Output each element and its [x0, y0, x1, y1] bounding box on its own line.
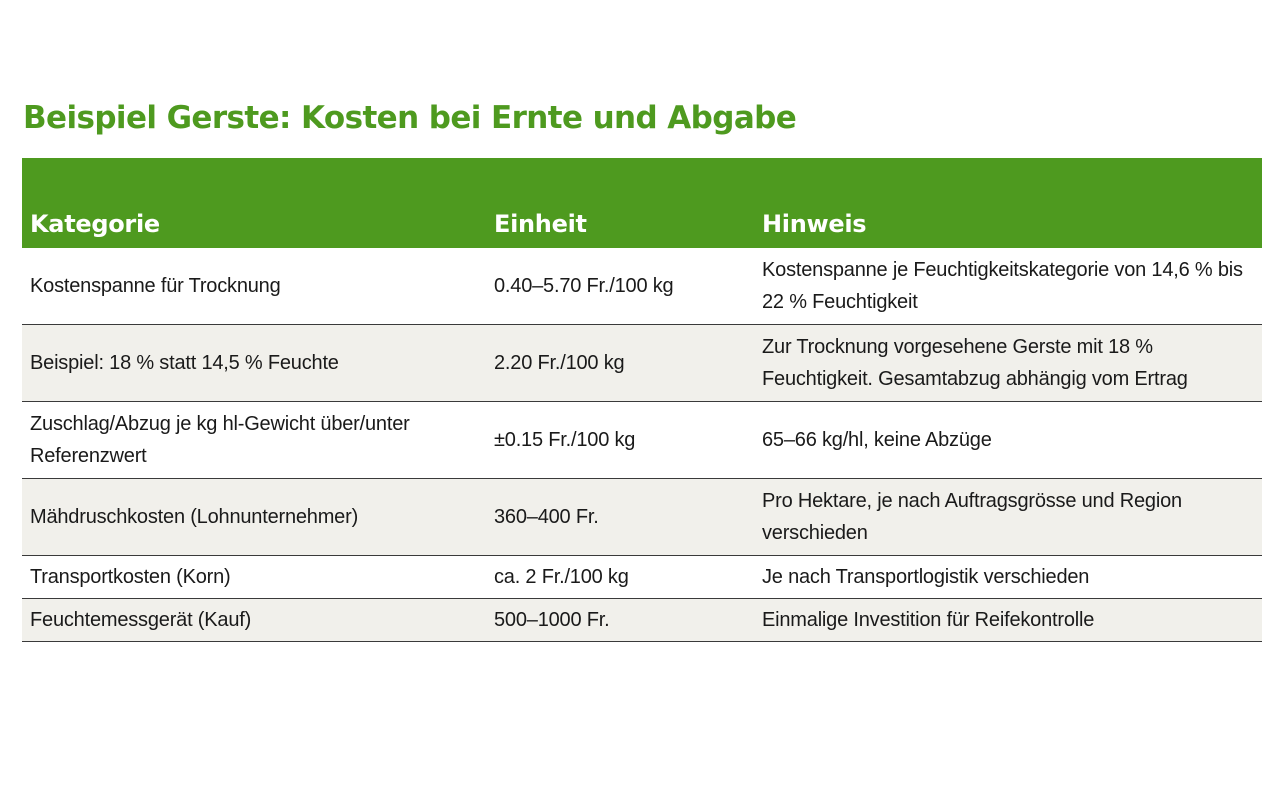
- column-header-kategorie: Kategorie: [30, 210, 160, 238]
- cell-hinweis: Zur Trocknung vorgesehene Gerste mit 18 % Feuchtigkeit. Gesamtabzug abhängig vom Ertrag: [762, 336, 1188, 390]
- cell-einheit: 500–1000 Fr.: [494, 609, 610, 631]
- cell-hinweis: Pro Hektare, je nach Auftragsgrösse und Region verschieden: [762, 490, 1182, 544]
- table-row: [22, 248, 1262, 325]
- table-row: [22, 402, 1262, 479]
- table-row: [22, 479, 1262, 556]
- page-title: Beispiel Gerste: Kosten bei Ernte und Abgabe: [23, 100, 797, 136]
- column-header-hinweis: Hinweis: [762, 210, 867, 238]
- cell-kategorie: Beispiel: 18 % statt 14,5 % Feuchte: [30, 352, 339, 374]
- cell-hinweis: Kostenspanne je Feuchtigkeitskategorie von 14,6 % bis 22 % Feuchtigkeit: [762, 259, 1243, 313]
- table-row: [22, 325, 1262, 402]
- column-header-einheit: Einheit: [494, 210, 587, 238]
- cell-kategorie: Kostenspanne für Trocknung: [30, 275, 281, 297]
- cell-einheit: ca. 2 Fr./100 kg: [494, 566, 629, 588]
- table-header: [22, 158, 1262, 248]
- cell-hinweis: Je nach Transportlogistik verschieden: [762, 566, 1090, 588]
- cell-einheit: 0.40–5.70 Fr./100 kg: [494, 275, 674, 297]
- table-row: [22, 599, 1262, 642]
- cell-kategorie: Feuchtemessgerät (Kauf): [30, 609, 252, 631]
- cell-einheit: 360–400 Fr.: [494, 506, 599, 528]
- cell-kategorie: Transportkosten (Korn): [30, 566, 231, 588]
- cell-einheit: 2.20 Fr./100 kg: [494, 352, 625, 374]
- cell-hinweis: Einmalige Investition für Reifekontrolle: [762, 609, 1095, 631]
- table-body: [22, 248, 1262, 642]
- cell-kategorie: Mähdruschkosten (Lohnunternehmer): [30, 506, 359, 528]
- header-row: [22, 158, 1262, 248]
- cost-table: [22, 158, 1262, 642]
- cell-einheit: ±0.15 Fr./100 kg: [494, 429, 636, 451]
- cell-kategorie: Zuschlag/Abzug je kg hl-Gewicht über/unter Referenzwert: [30, 413, 410, 467]
- cell-hinweis: 65–66 kg/hl, keine Abzüge: [762, 429, 992, 451]
- table-row: [22, 556, 1262, 599]
